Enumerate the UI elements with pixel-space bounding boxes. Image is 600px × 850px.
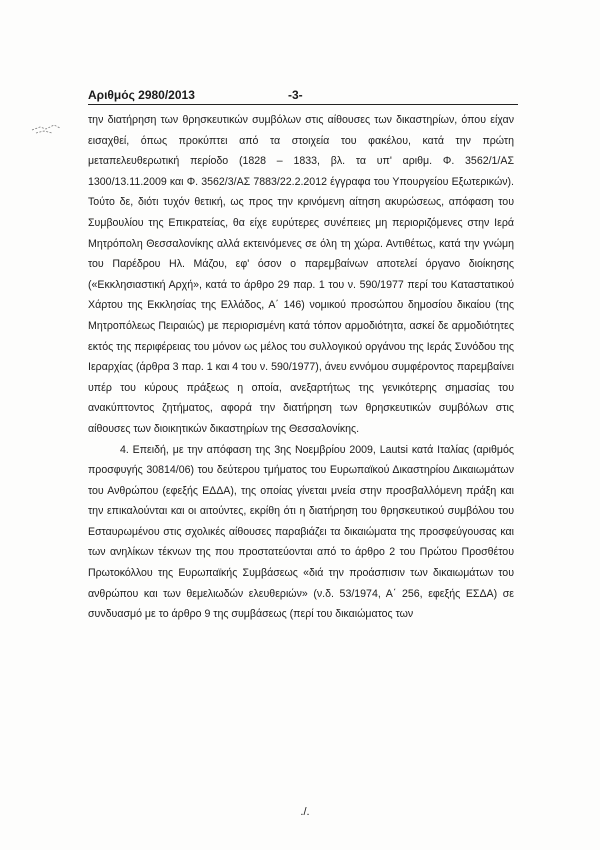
case-number: Αριθμός 2980/2013: [88, 88, 195, 102]
page-number: -3-: [288, 88, 303, 102]
page-header: [88, 88, 518, 106]
margin-ink-mark: [30, 118, 70, 138]
continuation-mark: ./.: [300, 806, 310, 818]
document-body: [88, 110, 514, 625]
header-rule: [88, 104, 518, 105]
paragraph: την διατήρηση των θρησκευτικών συμβόλων στις αίθουσες των δικαστηρίων, όπου είχαν εισαχθεί, όπως προκύπτει από τα στοιχεία του φακέλου, κατά την πρώτη μεταπελευθερωτική περίοδο (1828 – 1833, βλ. τα υπ' αριθμ. Φ. 3562/1/ΑΣ 1300/13.11.2009 και Φ. 3562/3/ΑΣ 7883/22.2.2012 έγγραφα του Υπουργείου Εξωτερικών). Τούτο δε, διότι τυχόν θετική, ως προς την κρινόμενη αίτηση ακυρώσεως, απόφαση του Συμβουλίου της Επικρατείας, θα είχε ευρύτερες συνέπειες μη περιοριζόμενες στην Ιερά Μητρόπολη Θεσσαλονίκης αλλά εκτεινόμενες σε όλη τη χώρα. Αντιθέτως, κατά την γνώμη του Παρέδρου Ηλ. Μάζου, εφ' όσον ο παρεμβαίνων αποτελεί όργανο διοίκησης («Εκκλησιαστική Αρχή», κατά το άρθρο 29 παρ. 1 του ν. 590/1977 περί του Καταστατικού Χάρτου της Εκκλησίας της Ελλάδος, Α΄ 146) νομικού προσώπου δημοσίου δικαίου (της Μητροπόλεως Πειραιώς) με περιορισμένη κατά τόπον αρμοδιότητα, ασκεί δε αρμοδιότητες εκτός της περιφέρειας του μόνον ως μέλος του συλλογικού οργάνου της Ιεράς Συνόδου της Ιεραρχίας (άρθρα 3 παρ. 1 και 4 του ν. 590/1977), άνευ εννόμου συμφέροντος παρεμβαίνει υπέρ του κύρους πράξεως η οποία, ανεξαρτήτως της γενικότερης σημασίας του ανακύπτοντος ζητήματος, αφορά την διατήρηση των θρησκευτικών συμβόλων στις αίθουσες των διοικητικών δικαστηρίων της Θεσσαλονίκης.: [88, 114, 514, 435]
paragraph: 4. Επειδή, με την απόφαση της 3ης Νοεμβρίου 2009, Lautsi κατά Ιταλίας (αριθμός προσφυγής 30814/06) του δεύτερου τμήματος του Ευρωπαϊκού Δικαστηρίου Δικαιωμάτων του Ανθρώπου (εφεξής ΕΔΔΑ), της οποίας γίνεται μνεία στην προσβαλλόμενη πράξη και την επικαλούνται και οι αιτούντες, εκρίθη ότι η διατήρηση του θρησκευτικού συμβόλου του Εσταυρωμένου στις σχολικές αίθουσες παραβιάζει τα δικαιώματα της προσφεύγουσας και των ανηλίκων τέκνων της που προστατεύονται από το άρθρο 2 του Πρώτου Προσθέτου Πρωτοκόλλου της Ευρωπαϊκής Συμβάσεως «διά την προάσπισιν των δικαιωμάτων του ανθρώπου και των θεμελιωδών ελευθεριών» (ν.δ. 53/1974, Α΄ 256, εφεξής ΕΣΔΑ) σε συνδυασμό με το άρθρο 9 της συμβάσεως (περί του δικαιώματος των: [88, 443, 514, 621]
